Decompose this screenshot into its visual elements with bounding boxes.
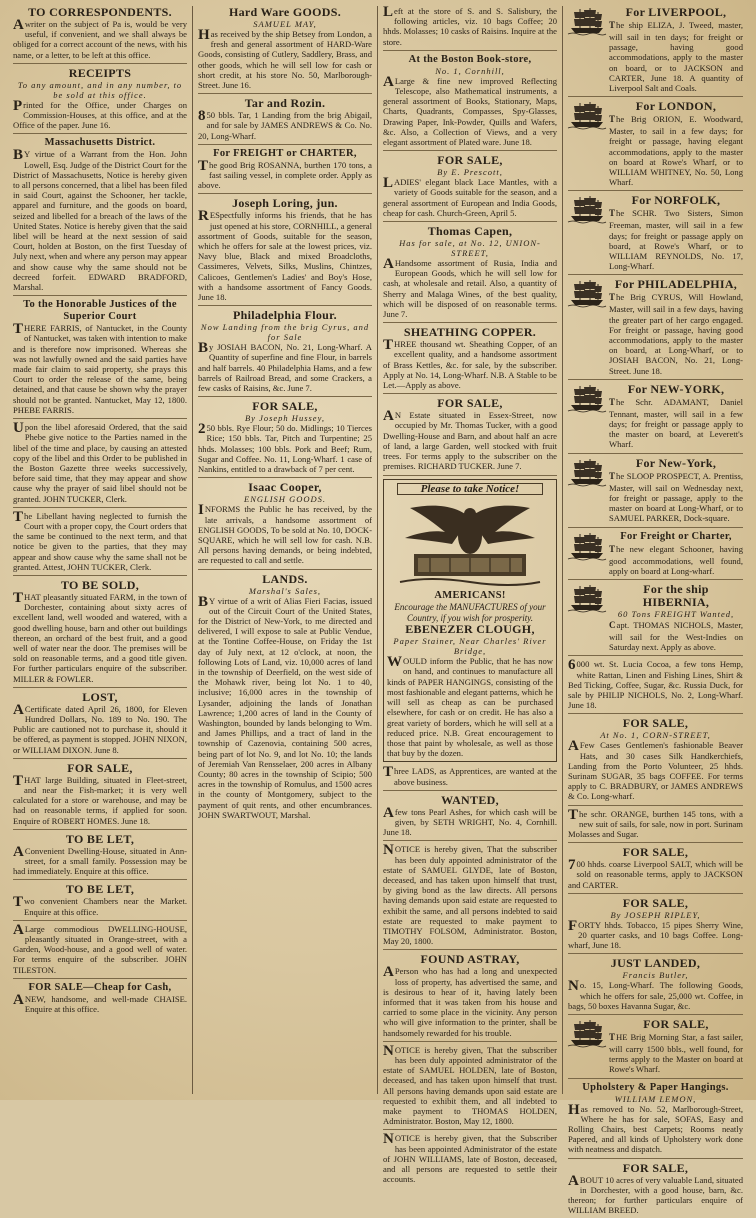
ad-body: 6000 wt. St. Lucia Cocoa, a few tons Hemp, white Rattan, Linen and Fishing Lines, Shirt & Bed Ticking, Coffee, Sugar, &c. Russia Duck, for sale by PHILIP NICHOLS, No. 2, Long-Wharf. June 18. [568,657,743,711]
column-3 [378,4,563,1185]
ad-body: The Schr. ADAMANT, Daniel Tennant, master, will sail in a few days; for freight or passage apply to the master on board, at Leverett's Wharf. [609,396,743,450]
ad-body: 700 hhds. coarse Liverpool SALT, which will be sold on reasonable terms, apply to JACKSON and CARTER. [568,857,743,890]
americans-heading: AMERICANS! [434,590,506,602]
ad-body: The good Brig ROSANNA, burthen 170 tons, a fast sailing vessel, in complete order. Apply as above. [198,157,372,191]
ad-subheading: Now Landing from the brig Cyrus, and for Sale [200,322,370,343]
ad-lads [383,766,557,790]
ad-heading: Massachusetts District. [44,137,156,149]
ad-heading: Upholstery & Paper Hangings. [582,1081,729,1093]
ad-heading: TO BE LET, [65,831,135,846]
ad-heading: Philadelphia Flour. [233,308,337,323]
ship-icon [568,194,606,224]
ad-body: AHandsome assortment of Rusia, India and European Goods, which he will sell low for cash, at wholesale and retail. Also, a quantity of Sherry and Malaga Wines, of the best quality, which will be disposed of on reasonable terms. June 7. [383,256,557,320]
ad-tar [198,97,372,145]
ad-charles [568,531,743,580]
ad-subheading: Marshal's Sales, [248,585,322,596]
ad-heading: TO CORRESPONDENTS. [28,5,172,19]
ad-body: THAT large Building, situated in Fleet-street, and near the Fish-market; it is very well calculated for a store or warehouse, and may be had on reasonable terms, if applied for soon. Enquire of ROBERT HOMES. June 18. [13,772,187,826]
ship-ad-row [568,457,743,524]
ad-heading: For New-York, [635,455,717,470]
encourage-line: Encourage the MANUFACTURES of your Country, if you wish for prosperity. [394,602,546,623]
ad-subheading: By E. Prescott, [437,167,503,178]
ad-cocoa [568,659,743,714]
ad-body: BY virtue of a Warrant from the Hon. John Lowell, Esq. Judge of the District Court for the District of Massachusetts, Notice is hereby given to all persons concerned, that a libel has been filed in said Court, against the Schooner, her tackle, apparel and furniture, and the goods on board, seized and libelled for a breach of the laws of the United States. Notice is hereby given that the said libel will be heard at the next session of said Court, holden at Boston, on the first Tuesday of July next, when and where any person may appear and show cause why the same should not be decreed forfeit. EDWARD BRADFORD, Marshal. [13,147,187,293]
ad-hardware [198,6,372,94]
ad-body: The Brig ORION, E. Woodward, Master, to sail in a few days; for freight or passage, having elegant accommodations, apply to the master on board at Rowe's Wharf, or to WILLIAM WHITNEY, No. 50, Long Wharf. [609,114,743,188]
ship-ad-text [609,278,743,375]
ad-body: ANEW, handsome, and well-made CHAISE. Enquire at this office. [13,991,187,1015]
ship-icon [568,100,606,130]
ad-morning-star [568,1018,743,1079]
ad-body: ALarge commodious DWELLING-HOUSE, pleasantly situated in Orange-street, with a Garden, Wood-house, and a good well of water. For terms enquire of the subscriber. JOHN TILESTON. [13,921,187,975]
ad-newyork2 [568,457,743,528]
banner-title: Please to take Notice! [397,483,543,496]
ad-upholstery [568,1082,743,1159]
ad-subheading: To any amount, and in any number, to be sold at this office. [17,79,183,100]
ad-inferior-court [13,299,187,419]
ship-ad-text [609,383,743,450]
ship-icon [568,278,606,308]
ad-heading: RECEIPTS [68,65,132,80]
ad-ripley [568,897,743,955]
ad-estate [383,397,557,475]
ad-massachusetts [13,137,187,296]
ship-ad-row [568,1018,743,1075]
ad-body: AConvenient Dwelling-House, situated in Ann-street, for a small family. Possession may be had immediately. Enquire at this office. [13,843,187,877]
column-2 [193,6,378,1094]
ad-heading: At the Boston Book-store, [408,53,532,65]
column-1 [8,6,193,1094]
ad-body: By JOSIAH BACON, No. 21, Long-Wharf. A Quantity of superfine and fine Flour, in barrels and half barrels. 40 Philadelphia Hams, and a few barrels of Railroad Bread, and some Crackers, a few casks of Raisins, &c. June 7. [198,340,372,394]
ad-chambers [13,883,187,920]
ship-ad-text [609,583,743,652]
ad-heading: FOR SALE, [437,153,503,168]
ad-heading: For Freight or Charter, [620,530,732,542]
ad-heading: WANTED, [441,792,499,807]
ad-heading: FOR SALE, [622,845,689,860]
ship-ad-text [609,457,743,524]
ad-heading: LOST, [82,689,118,704]
ad-butler [568,957,743,1015]
ad-heading: Isaac Cooper, [248,480,322,495]
ad-subheading: Has for sale, at No. 12, UNION-STREET, [399,238,541,259]
ad-last-notice [383,1133,557,1187]
ad-body: NOTICE is hereby given, That the subscriber has been duly appointed administrator of the estate of SAMUEL HOLDEN, late of Boston, deceased, and has taken upon himself that trust. All persons having demands upon said estate are requested to exhibit them, and all indebted to make payment to THOMAS HOLDEN, Administrator. Boston, May 12, 1800. [383,1042,557,1127]
ad-london [568,100,743,191]
ad-land [568,1162,743,1218]
ad-body: LADIES' elegant black Lace Mantles, with a variety of Goods suitable for the season, and a general assortment of European and India Goods, cheap for cash. Church-Green, April 5. [383,175,557,218]
ad-body: Three LADS, as Apprentices, are wanted at the above business. [383,764,557,787]
ad-subheading: 60 Tons FREIGHT Wanted, [617,608,735,619]
ad-heading: FOR SALE, [643,1016,709,1031]
ship-icon [568,531,606,561]
ad-heading: For the ship HIBERNIA, [642,581,710,609]
ad-body: ABOUT 10 acres of very valuable Land, situated in Dorchester, with a good house, barn, &c. thereon; for further particulars enquire of WILLIAM BREED. [568,1172,743,1216]
ad-body: 250 bbls. Rye Flour; 50 do. Midlings; 10 Tierces Rice; 150 bbls. Tar, Pitch and Turpentine; 25 hhds. Molasses; 100 bbls. Pork and Beef; Rum, Sugar and Coffee. No. 11, Long-Wharf. 1 case of Nankins, entitled to a drawback of 7 per cent. [198,421,372,475]
ad-body: RESpectfully informs his friends, that he has just opened at his store, CORNHILL, a general assortment of Goods, suitable for the season, which he offers for sale at the lowest prices, viz. Navy blue, Black and mixed Broadcloths, Cassimeres, Velvets, Silks, Muslins, Chintzes, Calicoes, Gentlemen's Ladies' and Boy's Hose, with a handsome assortment of Fancy Goods. June 18. [198,208,372,303]
ad-heading: Thomas Capen, [427,224,513,239]
ad-subheading: By Joseph Hussey, [244,413,326,424]
ad-heading: TO BE SOLD, [60,577,140,592]
ad-heading: For FREIGHT or CHARTER, [213,147,357,159]
ad-hussey [198,400,372,478]
ad-body: The Brig CYRUS, Will Howland, Master, will sail in a few days, having the greater part of her cargo engaged. For freight or passage, having good accommodations, apply to the master on board, at Long-Wharf, or to JOSIAH BACON, No. 21, Long-Street. June 18. [609,292,743,376]
ship-ad-text [609,1018,743,1075]
ad-heading: FOR SALE, [67,760,133,775]
ad-heading: To the Honorable Justices of the Superior Court [23,299,177,323]
ad-handkerchiefs [568,717,743,805]
ad-body: BY virtue of a writ of Alias Fieri Facias, issued out of the Circuit Court of the United States, for the District of New-York, to me directed and delivered, I will expose to sale at Public Vendue, at the Tontine Coffee-House, on Friday the 1st day of July next, at 12 o'clock, at noon, the following Lots of Land, viz. 10,000 acres of land in the township of Deerfield, on the west side of the Mohawk river, being lot No. 1 to 40, inclusive; 16,000 acres in the township of Lysander, adjoining the lands of Jonathan Lawrence; 1,200 acres of land in the County of Washington, bounded by lands belonging to Wm. and James Phillips, and a tract of land in the township of Cazenovia, containing 500 acres, being part of lot No. 9, and lot No. 10; the lands of Jeremiah Van Rensselaer, 200 acres in Albany County; 80 acres in the township of Scipio; 500 acres in the township of Romulus, and 1500 acres in the county of Montgomery, subject to the payment of quit rents, and other encumbrances. JOHN SWARTWOUT, Marshal. [198,593,372,820]
ad-subheading: By JOSEPH RIPLEY, [610,909,701,920]
ad-large-dwelling [13,921,187,979]
ship-icon [568,583,606,613]
ship-ad-text [609,6,743,93]
ad-body: ACertificate dated April 26, 1800, for Eleven Hundred Dollars, No. 189 to No. 190. The Public are cautioned not to purchase it, should it be offered, as payment is stopped. JOHN NIXON, or WILLIAM DIXON. June 8. [13,701,187,755]
ad-body: 850 bbls. Tar, 1 Landing from the brig Abigail, and for sale by JAMES ANDREWS & Co. No. 20, Long-Wharf. [198,108,372,141]
ad-heading: FOR SALE, [622,895,689,910]
ad-heading: FOR SALE, [622,1160,689,1175]
ship-ad-text [609,194,743,271]
ad-lost [13,691,187,759]
ad-libellant [13,508,187,576]
ad-clough [383,479,557,763]
ship-ad-row [568,278,743,375]
ad-body: Afew tons Pearl Ashes, for which cash will be given, by SETH WRIGHT, No. 4, Cornhill. June 18. [383,804,557,838]
ad-loring [198,197,372,306]
ad-hibernia [568,583,743,656]
ship-ad-row [568,583,743,652]
ad-found [383,953,557,1041]
ad-subheading: ENGLISH GOODS. [244,494,326,505]
ad-body: The SLOOP PROSPECT, A. Prentiss, Master, will sail on Wednesday next, for freight or passage, apply to the master on board at Long-Wharf, or to SAMUEL PARKER, Dock-square. [609,470,743,524]
ad-body: Awriter on the subject of Pa is, would be very useful, if convenient, and we shall always be obliged for a correct account of the news, with his name, or a letter, to be left at this office. [13,17,187,60]
ad-cooper [198,481,372,569]
ad-body: The ship ELIZA, J. Tweed, master, will sail in ten days; for freight or passage, having good accommodations, apply to the master on board, or to JACKSON and CARTER, June 18. A quantity of Liverpool Salt and Coals. [609,20,743,94]
ad-body: The Libellant having neglected to furnish the Court with a proper copy, the Court orders that the same be continued to the next term, and that notice be given to the parties, that they may appear and show cause why the same shall not be granted. Attest, JOHN TUCKER, Clerk. [13,508,187,572]
ad-sheathing [383,326,557,394]
ad-subheading: No. 1, Cornhill, [435,65,505,76]
ad-body: FORTY hhds. Tobacco, 15 pipes Sherry Wine, 20 quarter casks, and 10 bags Coffee. Long-wharf, June 18. [568,917,743,951]
ad-body: Has removed to No. 52, Marlborough-Street, Where he has for sale, SOFAS, Easy and Rolling Chairs, best Carpets; Rooms neatly Papered, and all kinds of Upholstery work done with neatness and dispatch. [568,1101,743,1155]
ad-subheading: SAMUEL MAY, [253,19,317,29]
ad-upon-libel [13,422,187,508]
ship-icon [568,383,606,413]
ad-body: Left at the store of S. and S. Salisbury, the following articles, viz. 10 bags Coffee; 20 hhds. Molasses; 10 casks of Raisins. Inquire at the store. [383,4,557,47]
ad-body: NOTICE is hereby given, That the subscriber has been duly appointed administrator of the estate of SAMUEL GLYDE, late of Boston, deceased, and has taken upon himself that trust, by giving bond as the law directs. All persons having demands upon said estate are requested to exhibit the same, and all persons indebted to said estate are requested to make payment to TIMOTHY FOLSOM, Administrator. Boston, May 20, 1800. [383,842,557,947]
ad-glyde [383,844,557,950]
ad-heading: For LIVERPOOL, [625,5,727,19]
ad-body: INFORMS the Public he has received, by the late arrivals, a handsome assortment of ENGLISH GOODS, To be sold at No. 10, DOCK-SQUARE, which he will sell low for cash. N.B. All persons having demands, or being indebted, are requested to call and settle. [198,502,372,566]
ad-body: ALarge & fine new improved Reflecting Telescope, also Mathematical instruments, a general assortment of Books, Stationary, Maps, Charts, Quadrants, Compasses, Spy-Glasses, Drawing Paper, Ink-Powder, Quills and Wafers, &c. Also, a Collection of Views, and a very elegant assortment of Plated ware. June 18. [383,73,557,148]
ad-body: AFew Cases Gentlemen's fashionable Beaver Hats, and 30 cases Silk Handkerchiefs, Landing from the Porto Volunteer, 25 hhds. Surinam SUGAR, 35 bags COFFEE. For terms apply to C. BRADBURY, or JAMES ANDREWS & Co. Long-wharf. [568,738,743,802]
ad-left-store [383,6,557,51]
ad-heading: For NORFOLK, [631,193,721,208]
ad-body: Capt. THOMAS NICHOLS, Master, will sail for the West-Indies on Saturday next. Apply as above. [609,619,743,653]
ad-prescott [383,154,557,222]
ad-holden [383,1042,557,1131]
ship-icon [568,6,606,36]
ad-freight [198,148,372,195]
ad-heading: JUST LANDED, [610,956,701,971]
ship-ad-text [609,531,743,576]
ad-body: Printed for the Office, under Charges on Commission-Houses, at this office, and at the Office of the paper. June 16. [13,97,187,131]
ad-pearl [383,794,557,842]
ad-orange [568,806,743,844]
ad-marshals-sales [198,573,372,823]
ship-ad-row [568,6,743,93]
ad-body: AN Estate situated in Essex-Street, now occupied by Mr. Thomas Tucker, with a good Dwelling-House and Barn, and about half an acre of land, a large Garden, well stocked with fruit trees. For terms apply to the subscriber on the premises. RICHARD TUCKER. June 7. [383,408,557,472]
ad-capen [383,225,557,323]
ad-body: THAT pleasantly situated FARM, in the town of Dorchester, containing about sixty acres of excellent land, well wooded and watered, with a good dwelling house, barn and other out buildings thereon, an orchard of the best fruit, and a good well of water near the door. The premises will be sold on reasonable terms, and a good title given. For further particulars enquire of the subscriber. MILLER & FOWLER. [13,589,187,684]
ship-ad-row [568,100,743,187]
ship-icon [568,457,606,487]
ad-heading: FOR SALE, [622,716,689,731]
ad-body: The schr. ORANGE, burthen 145 tons, with a new suit of sails, for sale, now in port. Surinam Molasses and Sugar. [568,806,743,839]
eagle-emblem-icon [387,498,553,590]
ad-heading: Tar and Rozin. [244,96,326,111]
ad-heading: SHEATHING COPPER. [403,325,537,340]
ad-heading: FOR SALE—Cheap for Cash, [28,981,172,993]
ad-body: No. 15, Long-Wharf. The following Goods, which he offers for sale, 25,000 wt. Coffee, in bags, 50 boxes Havanna Sugar, &c. [568,978,743,1011]
ad-body: The SCHR. Two Sisters, Simon Freeman, master, will sail in a few days; for freight or passage apply on board, at Rowe's Wharf, or to WILLIAM REYNOLDS, No. 17, Long-Wharf. [609,208,743,272]
ad-forsale-cash [13,982,187,1017]
ad-bookstore [383,54,557,151]
ad-body: THERE FARRIS, of Nantucket, in the County of Nantucket, was taken with intention to make and is therefore now imprisoned. Whereas she was not lawfully owned and the said parties have made fair claim to said property, she prays this Court to order the release of the same, being detained, and that cause be shown why the prayer should not be granted. Nantucket, May 12, 1800. PHEBE FARRIS. [13,321,187,415]
ad-body: WOULD inform the Public, that he has now on hand, and continues to manufacture all kinds of PAPER HANGINGS, consisting of the most fashionable and elegant patterns, which he will sell as cheap as can be purchased elsewhere, for cash or on credit. He has also a great variety of borders, which he will sell at a reduced price. N.B. Great encouragement to those that paint by wholesale, as well as those that buy by the dozen. [387,654,553,759]
ad-heading: For NEW-YORK, [627,381,725,396]
ad-body: Upon the libel aforesaid Ordered, that the said Phebe give notice to the Parties named in the libel of the time and place, by causing an attested copy of the libel and this Order to be published in the Boston Gazette three weeks successively, before said time, that they may appear and show cause why the prayer of said libel should not be granted. JOHN TUCKER, Clerk. [13,420,187,504]
ad-heading: FOR SALE, [252,399,318,414]
ad-heading: TO BE LET, [65,882,135,897]
ad-body: NOTICE is hereby given, that the Subscriber has been appointed Administrator of the estate of JOHN WILLIAMS, late of Boston, deceased, and all persons are requested to settle their accounts. [383,1131,557,1185]
ad-body: THREE thousand wt. Sheathing Copper, of an excellent quality, and a handsome assortment of Brass Kettles, &c. for sale, by the subscriber. Apply at No. 14, Long-Wharf. N.B. A Stable to be Let.—Apply as above. [383,337,557,391]
ad-heading: FOR SALE, [437,396,503,411]
ship-ad-row [568,383,743,450]
ad-heading: LANDS. [262,571,308,586]
ad-body: The new elegant Schooner, having good accommodations, well found, apply on board at Long-wharf. [609,543,743,576]
ad-coarse-salt [568,846,743,894]
ship-ad-row [568,531,743,576]
ad-dwelling [13,833,187,881]
ad-newyork [568,383,743,454]
ad-subheading: WILLIAM LEMON, [614,1093,697,1104]
ad-heading: For LONDON, [635,99,717,114]
ad-heading: Joseph Loring, jun. [232,196,338,211]
ship-ad-text [609,100,743,187]
ad-body: Has received by the ship Betsey from London, a fresh and general assortment of HARD-Ware Goods, consisting of Cutlery, Saddlery, Brass, and other goods, which he will sell low for cash or short credit, at his store No. 50, Marlborough-Street. June 16. [198,27,372,91]
column-4 [563,5,748,1216]
ad-body: Two convenient Chambers near the Market. Enquire at this office. [13,894,187,917]
ad-philadelphia-flour [198,309,372,397]
ad-correspondents [13,6,187,64]
ad-heading: Hard Ware GOODS. [228,5,342,19]
ad-heading: EBENEZER CLOUGH, [405,622,535,637]
ad-farm [13,579,187,688]
ad-subheading: Paper Stainer, Near Charles' River Bridge, [393,636,547,657]
ad-liverpool [568,6,743,97]
ad-receipts [13,67,187,135]
ad-body: THE Brig Morning Star, a fast sailer, will carry 1500 bbls., well found, for terms apply to the Master on board at Rowe's Wharf. [609,1031,743,1075]
ship-icon [568,1018,606,1048]
ad-body: APerson who has had a long and unexpected loss of property, has advertised the same, and is desirous to hear of it, having lately been informed that it was taken from his house and carried to some place in the vicinity. Any person who will give information to the printer, shall be handsomely rewarded for his trouble. [383,964,557,1038]
ad-heading: For PHILADELPHIA, [614,277,738,292]
ad-subheading: At No. 1, CORN-STREET, [600,730,711,741]
ad-subheading: Francis Butler, [622,970,689,981]
ad-heading: FOUND ASTRAY, [420,952,520,967]
ad-philadelphia [568,278,743,379]
ship-ad-row [568,194,743,271]
ad-building [13,762,187,830]
ad-norfolk [568,194,743,275]
